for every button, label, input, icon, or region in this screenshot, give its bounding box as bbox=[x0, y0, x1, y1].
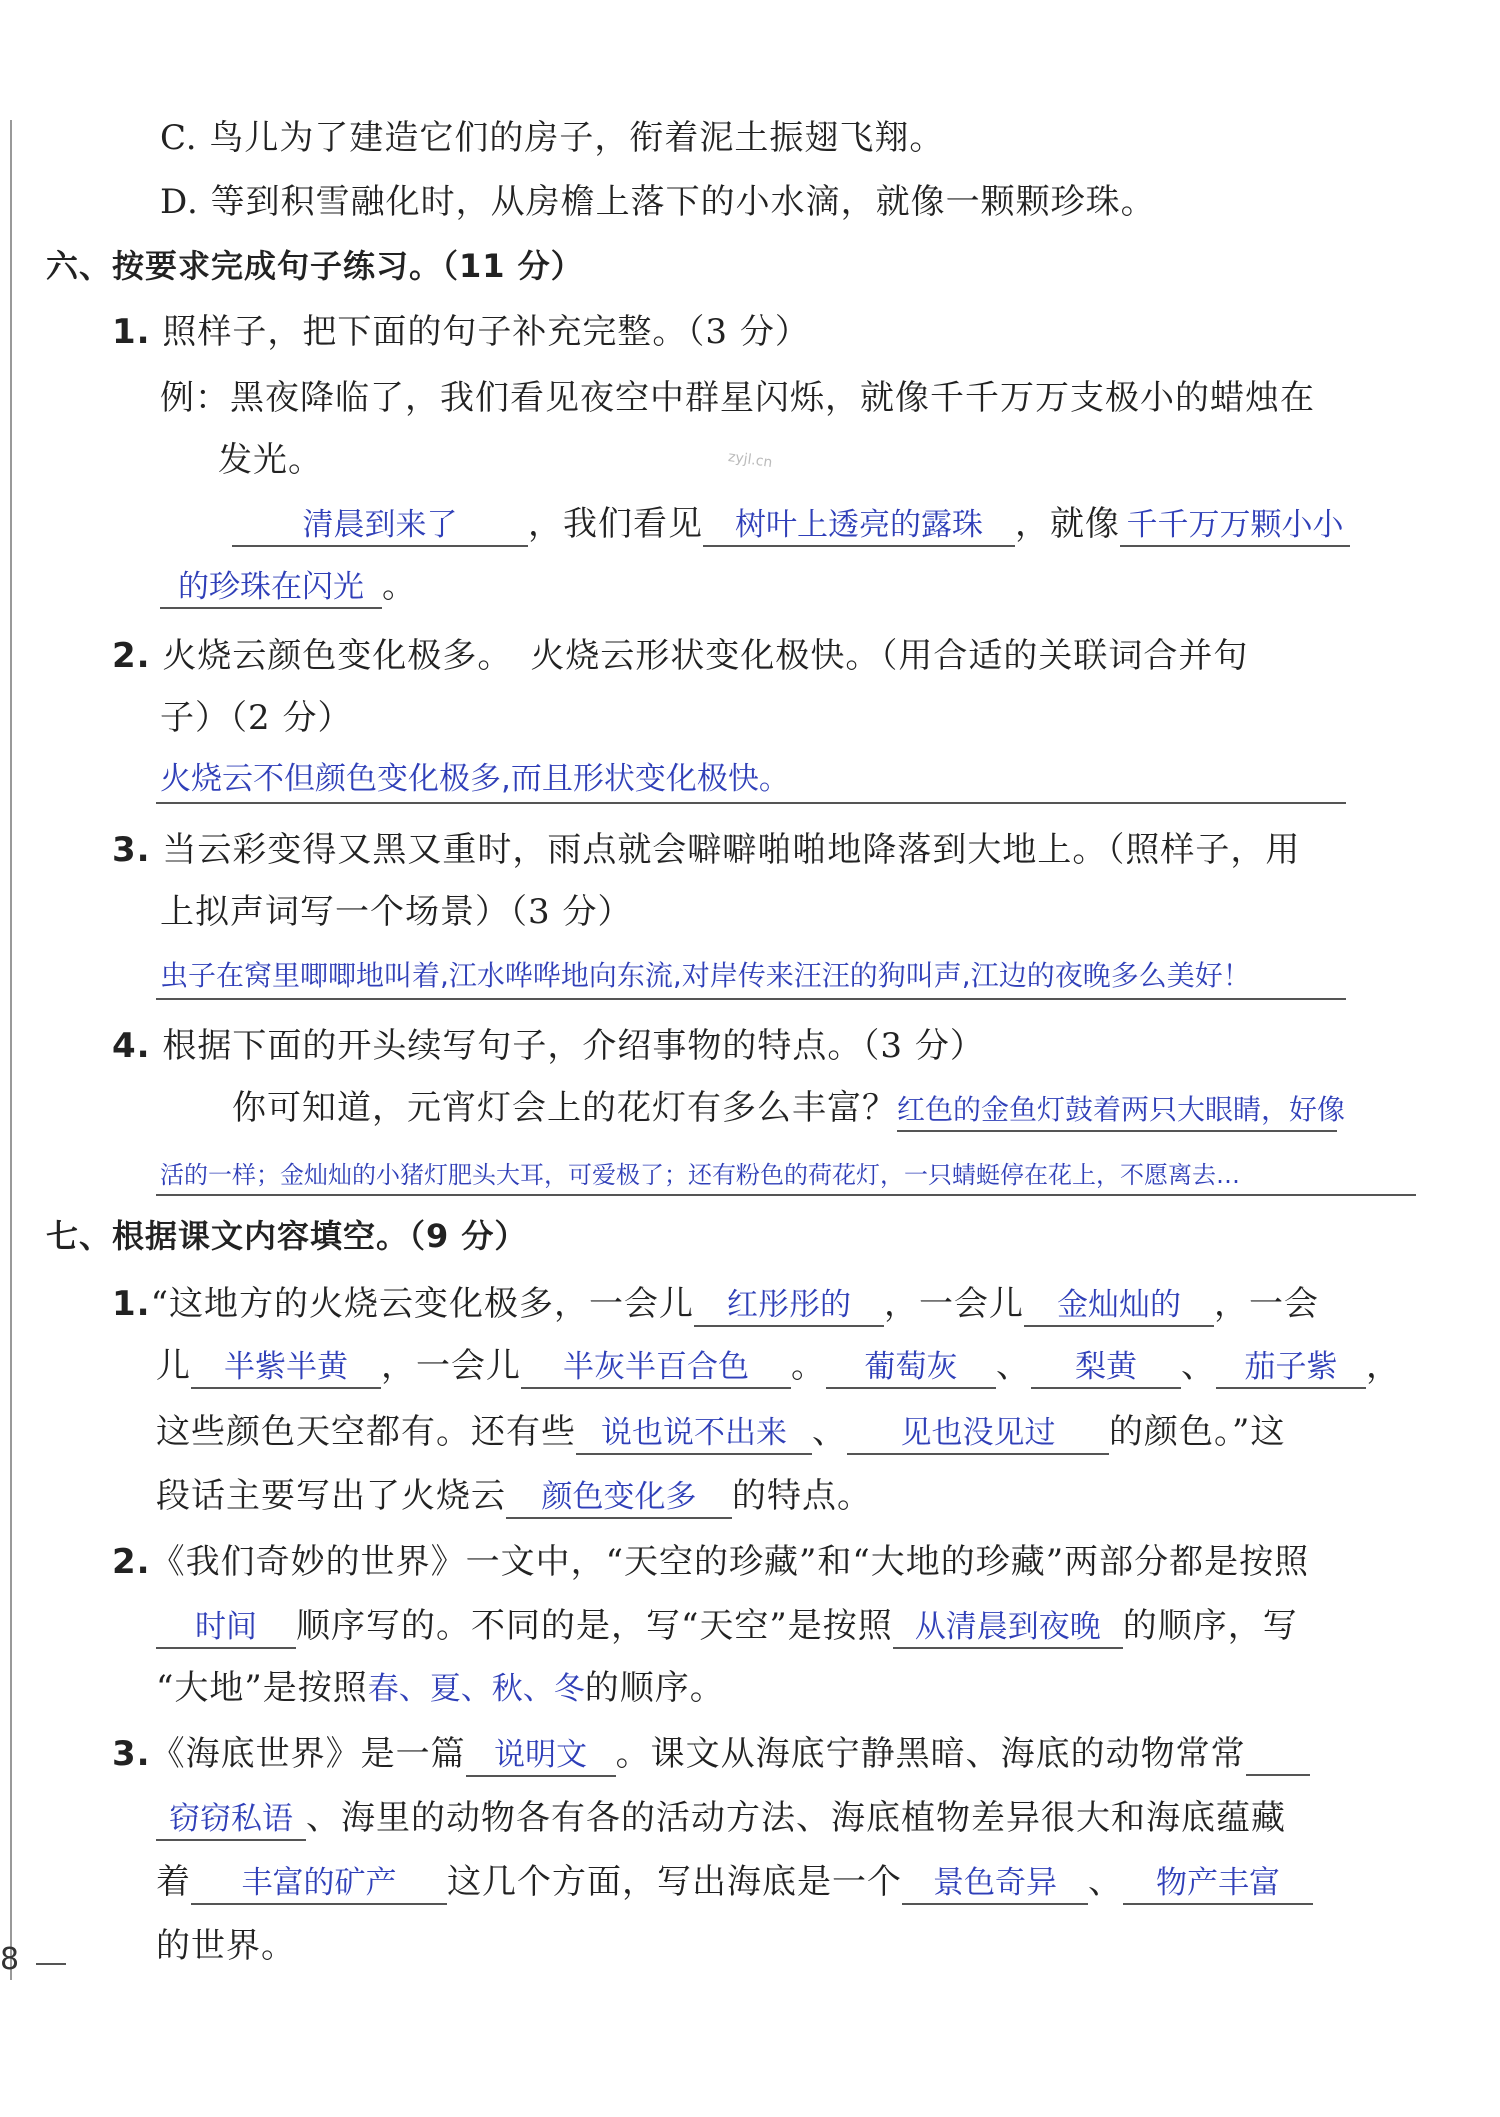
text-fragment: 。课文从海底宁静黑暗、海底的动物常常 bbox=[615, 1734, 1246, 1774]
q6-3-prompt-line2: 上拟声词写一个场景）（3 分） bbox=[160, 892, 633, 932]
q7-2-line2 bbox=[156, 1604, 1298, 1649]
inline-answer[interactable]: 春、夏、秋、冬 bbox=[367, 1671, 585, 1707]
q6-4-lead bbox=[232, 1086, 1346, 1132]
q-text: 根据下面的开头续写句子，介绍事物的特点。（3 分） bbox=[150, 1026, 985, 1066]
blank-answer[interactable]: 梨黄 bbox=[1031, 1347, 1181, 1389]
blank-answer[interactable]: 葡萄灰 bbox=[826, 1347, 996, 1389]
answer-text: 虫子在窝里唧唧地叫着,江水哗哗地向东流,对岸传来汪汪的狗叫声,江边的夜晚多么美好！ bbox=[160, 959, 1251, 992]
blank-answer[interactable]: 说明文 bbox=[466, 1735, 616, 1777]
text-fragment: 的特点。 bbox=[732, 1476, 872, 1516]
text-fragment: ，一会 bbox=[1213, 1284, 1319, 1324]
text-fragment: 这些颜色天空都有。还有些 bbox=[156, 1412, 576, 1452]
blank-answer[interactable]: 颜色变化多 bbox=[506, 1477, 732, 1519]
q7-3-line2 bbox=[156, 1796, 1286, 1841]
text-fragment: 的颜色。”这 bbox=[1109, 1412, 1286, 1452]
q6-3-prompt bbox=[112, 828, 1300, 872]
option-c: C. 鸟儿为了建造它们的房子，衔着泥土振翅飞翔。 bbox=[160, 118, 945, 158]
text-fragment: 的顺序。 bbox=[584, 1668, 725, 1708]
q7-3-line4: 的世界。 bbox=[156, 1926, 296, 1966]
q6-2-answer-line[interactable] bbox=[156, 756, 1346, 804]
text-fragment: 、 bbox=[1181, 1346, 1216, 1386]
q-number: 4. bbox=[112, 1026, 151, 1066]
q6-1-example-line1: 例：黑夜降临了，我们看见夜空中群星闪烁，就像千千万万支极小的蜡烛在 bbox=[160, 378, 1315, 418]
text-fragment: 《我们奇妙的世界》一文中，“天空的珍藏”和“大地的珍藏”两部分都是按照 bbox=[150, 1542, 1310, 1582]
blank-line[interactable] bbox=[1246, 1734, 1310, 1776]
blank-answer[interactable]: 丰富的矿产 bbox=[191, 1863, 447, 1905]
q7-3-line3 bbox=[156, 1860, 1313, 1905]
text-fragment: 。 bbox=[382, 566, 417, 606]
q6-1-prompt bbox=[112, 310, 810, 354]
text-fragment: 、 bbox=[812, 1412, 847, 1452]
q-text: 照样子，把下面的句子补充完整。（3 分） bbox=[150, 312, 810, 352]
text-fragment: 这几个方面，写出海底是一个 bbox=[447, 1862, 902, 1902]
text-fragment: 顺序写的。不同的是，写“天空”是按照 bbox=[296, 1606, 893, 1646]
watermark: zyjl.cn bbox=[727, 448, 774, 472]
q6-1-answer-line1 bbox=[232, 502, 1350, 547]
q7-1-line4 bbox=[156, 1474, 872, 1519]
text-fragment: 着 bbox=[156, 1862, 191, 1902]
option-d: D. 等到积雪融化时，从房檐上落下的小水滴，就像一颗颗珍珠。 bbox=[160, 182, 1156, 222]
blank-answer[interactable]: 红彤彤的 bbox=[694, 1285, 884, 1327]
page-number-dash bbox=[36, 1963, 66, 1965]
blank-answer[interactable]: 千千万万颗小小 bbox=[1120, 505, 1350, 547]
q7-1-line2 bbox=[156, 1344, 1401, 1389]
text-fragment: “这地方的火烧云变化极多，一会儿 bbox=[150, 1284, 694, 1324]
q6-4-prompt bbox=[112, 1024, 985, 1068]
q7-2-line1 bbox=[112, 1540, 1309, 1584]
q-number: 2. bbox=[112, 1542, 151, 1582]
text-fragment: 、海里的动物各有各的活动方法、海底植物差异很大和海底蕴藏 bbox=[306, 1798, 1286, 1838]
text-fragment: 、 bbox=[1088, 1862, 1123, 1902]
binding-margin-line bbox=[10, 120, 12, 1980]
blank-answer[interactable]: 半紫半黄 bbox=[191, 1347, 381, 1389]
section-6-title: 六、按要求完成句子练习。（11 分） bbox=[46, 247, 584, 285]
section-7-title: 七、根据课文内容填空。（9 分） bbox=[46, 1217, 528, 1255]
blank-answer[interactable]: 窃窃私语 bbox=[156, 1799, 306, 1841]
text-fragment: 段话主要写出了火烧云 bbox=[156, 1476, 506, 1516]
q7-2-line3 bbox=[156, 1666, 725, 1711]
q7-3-line1 bbox=[112, 1732, 1310, 1777]
q-number: 1. bbox=[112, 312, 151, 352]
blank-answer[interactable]: 金灿灿的 bbox=[1024, 1285, 1214, 1327]
q6-1-example-line2: 发光。 bbox=[218, 440, 323, 480]
blank-answer[interactable]: 时间 bbox=[156, 1607, 296, 1649]
q-number: 3. bbox=[112, 830, 151, 870]
q7-1-line1 bbox=[112, 1282, 1319, 1327]
blank-answer[interactable]: 半灰半百合色 bbox=[521, 1347, 791, 1389]
q6-4-answer-line[interactable] bbox=[156, 1148, 1416, 1196]
text-fragment: 儿 bbox=[156, 1346, 191, 1386]
q-number: 1. bbox=[112, 1284, 151, 1324]
blank-answer[interactable]: 的珍珠在闪光 bbox=[160, 567, 382, 609]
text-fragment: “大地”是按照 bbox=[156, 1668, 368, 1708]
text-fragment: ，一会儿 bbox=[381, 1346, 521, 1386]
q6-2-prompt-line2: 子）（2 分） bbox=[160, 698, 353, 738]
blank-answer[interactable]: 茄子紫 bbox=[1216, 1347, 1366, 1389]
blank-answer[interactable]: 清晨到来了 bbox=[232, 505, 528, 547]
blank-answer[interactable]: 物产丰富 bbox=[1123, 1863, 1313, 1905]
q-number: 2. bbox=[112, 636, 151, 676]
text-fragment: 、 bbox=[996, 1346, 1031, 1386]
blank-answer[interactable]: 从清晨到夜晚 bbox=[893, 1607, 1123, 1649]
q7-1-line3 bbox=[156, 1410, 1285, 1455]
blank-answer[interactable]: 见也没见过 bbox=[847, 1413, 1109, 1455]
q6-3-answer-line[interactable] bbox=[156, 952, 1346, 1000]
q-text: 当云彩变得又黑又重时，雨点就会噼噼啪啪地降落到大地上。（照样子，用 bbox=[150, 830, 1301, 870]
blank-answer[interactable]: 树叶上透亮的露珠 bbox=[703, 505, 1015, 547]
q-text: 火烧云颜色变化极多。 火烧云形状变化极快。（用合适的关联词合并句 bbox=[150, 636, 1249, 676]
blank-answer[interactable]: 景色奇异 bbox=[902, 1863, 1088, 1905]
blank-answer[interactable]: 说也说不出来 bbox=[576, 1413, 812, 1455]
q6-1-answer-line2 bbox=[160, 564, 417, 609]
text-fragment: 的顺序，写 bbox=[1122, 1606, 1298, 1646]
text-fragment: ，就像 bbox=[1015, 504, 1120, 544]
lead-text: 你可知道，元宵灯会上的花灯有多么丰富？ bbox=[232, 1088, 897, 1128]
text-fragment: 《海底世界》是一篇 bbox=[150, 1734, 466, 1774]
blank-answer[interactable]: 红色的金鱼灯鼓着两只大眼睛，好像 bbox=[897, 1090, 1337, 1132]
text-fragment: ，我们看见 bbox=[528, 504, 703, 544]
page-number: 8 bbox=[0, 1942, 20, 1977]
text-fragment: 。 bbox=[791, 1346, 826, 1386]
answer-text: 活的一样；金灿灿的小猪灯肥头大耳，可爱极了；还有粉色的荷花灯，一只蜻蜓停在花上，不愿离去… bbox=[160, 1161, 1240, 1189]
text-fragment: ， bbox=[1366, 1346, 1401, 1386]
text-fragment: ，一会儿 bbox=[883, 1284, 1024, 1324]
q-number: 3. bbox=[112, 1734, 151, 1774]
q6-2-prompt bbox=[112, 634, 1248, 678]
answer-text: 火烧云不但颜色变化极多,而且形状变化极快。 bbox=[160, 761, 790, 797]
